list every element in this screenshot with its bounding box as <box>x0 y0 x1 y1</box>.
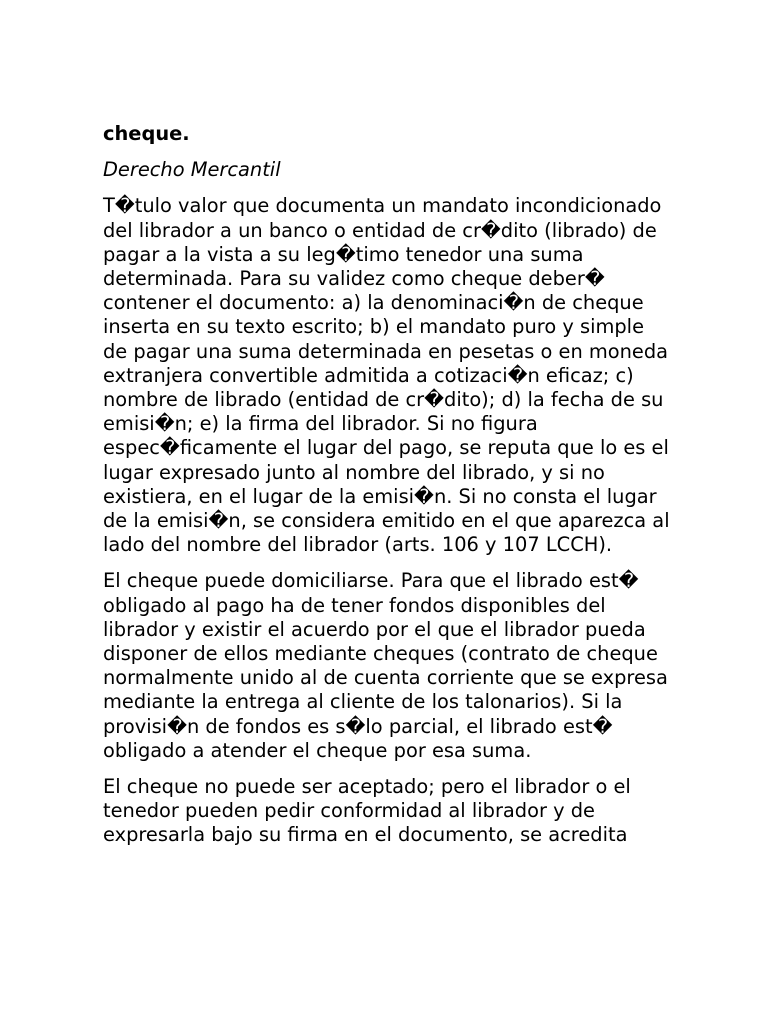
entry-title: cheque. <box>103 122 190 145</box>
paragraph-domiciliation: El cheque puede domiciliarse. Para que el librado est� obligado al pago ha de tener fondos disponibles del librador y existir el acuerdo por el que el librador pueda disponer de ellos mediante cheques (contrato de cheque normalmente unido al de cuenta corriente que se expresa mediante la entrega al cliente de los talonarios). Si la provisi�n de fondos es s�lo parcial, el librado est� obligado a atender el cheque por esa suma. <box>103 569 668 762</box>
paragraph-definition: T�tulo valor que documenta un mandato incondicionado del librador a un banco o entidad de cr�dito (librado) de pagar a la vista a su leg�timo tenedor una suma determinada. Para su validez como cheque deber� contener el documento: a) la denominaci�n de cheque inserta en su texto escrito; b) el mandato puro y simple de pagar una suma determinada en pesetas o en moneda extranjera convertible admitida a cotizaci�n eficaz; c) nombre de librado (entidad de cr�dito); d) la fecha de su emisi�n; e) la firma del librador. Si no figura espec�ficamente el lugar del pago, se reputa que lo es el lugar expresado junto al nombre del librado, y si no existiera, en el lugar de la emisi�n. Si no consta el lugar de la emisi�n, se considera emitido en el que aparezca al lado del nombre del librador (arts. 106 y 107 LCCH). <box>103 194 670 557</box>
entry-category: Derecho Mercantil <box>103 158 281 182</box>
document-page <box>103 122 673 860</box>
paragraph-acceptance: El cheque no puede ser aceptado; pero el librador o el tenedor pueden pedir conformidad al librador y de expresarla bajo su firma en el documento, se acredita <box>103 775 631 847</box>
